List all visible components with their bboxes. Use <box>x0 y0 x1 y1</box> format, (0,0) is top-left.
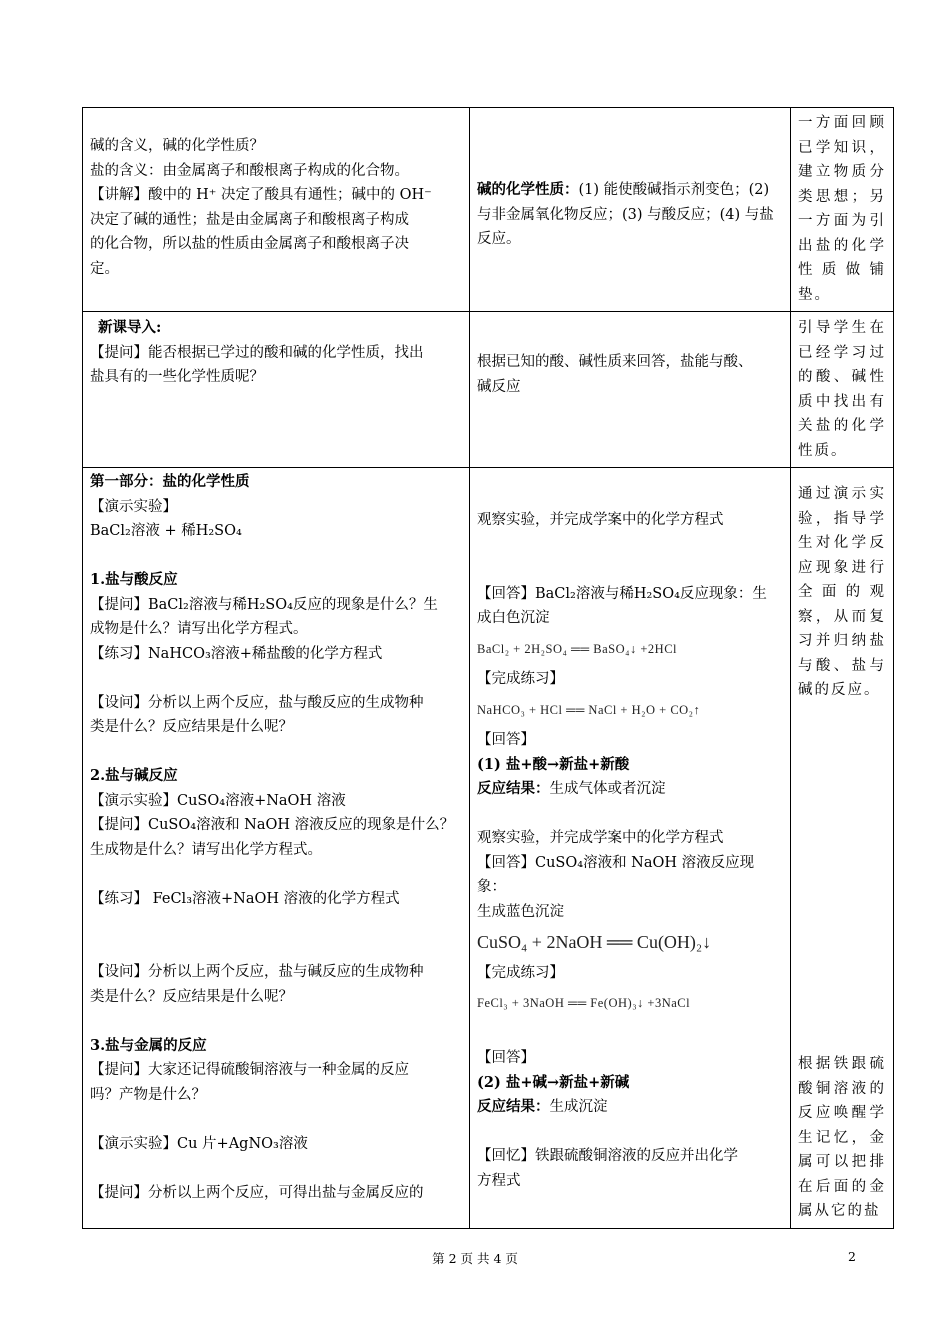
table-row <box>83 312 894 468</box>
rule-text: (1) 盐+酸→新盐+新酸 <box>477 755 630 773</box>
chemical-equation: BaCl₂ + 2H₂SO₄ ══ BaSO₄↓ +2HCl <box>477 641 678 656</box>
text-line: 【讲解】酸中的 H⁺ 决定了酸具有通性；碱中的 OH⁻ <box>90 187 432 203</box>
section-title: 2.盐与碱反应 <box>90 767 178 784</box>
text-line: 类是什么？反应结果是什么呢？ <box>90 988 293 1005</box>
design-intent-cell <box>791 108 894 312</box>
text-line: BaCl₂溶液 + 稀H₂SO₄ <box>90 523 242 539</box>
teacher-activity-cell <box>83 108 470 312</box>
table-row <box>83 468 894 1229</box>
text-content: (1) 能使酸碱指示剂变色；(2) 与非金属氧化物反应；(3) 与酸反应；(4) 与盐反应。 <box>477 182 774 247</box>
rule-text: (2) 盐+碱→新盐+新碱 <box>477 1073 630 1091</box>
table-row <box>83 108 894 312</box>
teacher-activity-cell <box>83 312 470 468</box>
student-activity-cell <box>470 468 791 1229</box>
text-line: 【演示实验】 <box>90 498 177 515</box>
text-line: 碱的含义，碱的化学性质？ <box>90 138 264 154</box>
text-line: 根据已知的酸、碱性质来回答，盐能与酸、 <box>477 354 753 370</box>
text-line: 【提问】大家还记得硫酸铜溶液与一种金属的反应 <box>90 1062 409 1078</box>
design-intent-text: 引导学生在已经学习过的酸、碱性质中找出有关盐的化学性质。 <box>798 320 886 459</box>
chemical-equation: NaHCO₃ + HCl ══ NaCl + H₂O + CO₂↑ <box>477 702 701 717</box>
text-line: 【完成练习】 <box>477 964 564 981</box>
design-intent-text: 通过演示实验，指导学生对化学反应现象进行全面的观察，从而复习并归纳盐与酸、盐与碱的反应。 <box>798 486 886 698</box>
teacher-activity-cell <box>83 468 470 1229</box>
result-label: 反应结果： <box>477 780 550 797</box>
text-line: 【回答】CuSO₄溶液和 NaOH 溶液反应现象： <box>477 854 755 895</box>
lesson-plan-table <box>82 107 894 1229</box>
design-intent-text: 一方面回顾已学知识，建立物质分类思想；另一方面为引出盐的化学性质做铺垫。 <box>798 115 886 303</box>
text-line: 成物是什么？请写出化学方程式。 <box>90 621 308 637</box>
text-line: 【提问】能否根据已学过的酸和碱的化学性质，找出 <box>90 344 424 361</box>
section-title: 3.盐与金属的反应 <box>90 1036 207 1054</box>
text-line: 盐的含义：由金属离子和酸根离子构成的化合物。 <box>90 162 409 179</box>
page-number: 第 2 页 共 4 页 <box>432 1251 518 1266</box>
text-line: 【演示实验】Cu 片+AgNO₃溶液 <box>90 1135 308 1152</box>
text-line: 观察实验，并完成学案中的化学方程式 <box>477 512 724 528</box>
section-title: 新课导入: <box>98 319 162 336</box>
text-line: 的化合物，所以盐的性质由金属离子和酸根离子决 <box>90 236 409 252</box>
page-index: 2 <box>848 1249 856 1264</box>
result-line <box>477 1095 783 1120</box>
text-label: 碱的化学性质： <box>477 181 579 198</box>
design-intent-text: 根据铁跟硫酸铜溶液的反应唤醒学生记忆，金属可以把排在后面的金属从它的盐 <box>798 1056 886 1219</box>
text-line: 【回答】 <box>477 732 535 748</box>
text-line: 方程式 <box>477 1172 521 1189</box>
text-line: 类是什么？反应结果是什么呢？ <box>90 719 293 735</box>
text-line: 【提问】BaCl₂溶液与稀H₂SO₄反应的现象是什么？生 <box>90 596 438 613</box>
part-title: 第一部分：盐的化学性质 <box>90 473 250 490</box>
text-line: 【提问】分析以上两个反应，可得出盐与金属反应的 <box>90 1184 424 1201</box>
text-line: 【提问】CuSO₄溶液和 NaOH 溶液反应的现象是什么？ <box>90 817 455 833</box>
text-line: 观察实验，并完成学案中的化学方程式 <box>477 830 724 846</box>
text-line: 生成蓝色沉淀 <box>477 903 564 920</box>
text-line: 【设问】分析以上两个反应，盐与酸反应的生成物种 <box>90 694 424 711</box>
text-line: 盐具有的一些化学性质呢？ <box>90 369 264 385</box>
text-line: 【设问】分析以上两个反应，盐与碱反应的生成物种 <box>90 964 424 980</box>
design-intent-cell <box>791 312 894 468</box>
result-text: 生成气体或者沉淀 <box>549 781 666 797</box>
text-line: 【回答】BaCl₂溶液与稀H₂SO₄反应现象：生 <box>477 585 767 602</box>
text-line: 成白色沉淀 <box>477 610 550 626</box>
text-line: 【完成练习】 <box>477 671 564 687</box>
text-line: 【练习】 FeCl₃溶液+NaOH 溶液的化学方程式 <box>90 890 400 907</box>
chemical-equation: FeCl₃ + 3NaOH ══ Fe(OH)₃↓ +3NaCl <box>477 996 691 1010</box>
result-line <box>477 777 783 802</box>
text-line: 【练习】NaHCO₃溶液+稀盐酸的化学方程式 <box>90 645 383 662</box>
text-line: 【回忆】铁跟硫酸铜溶液的反应并出化学 <box>477 1148 738 1164</box>
text-line: 【演示实验】CuSO₄溶液+NaOH 溶液 <box>90 792 346 809</box>
text-line: 【回答】 <box>477 1050 535 1066</box>
student-activity-cell <box>470 108 791 312</box>
section-title: 1.盐与酸反应 <box>90 571 178 588</box>
text-line: 吗？产物是什么？ <box>90 1086 206 1103</box>
student-activity-cell <box>470 312 791 468</box>
design-intent-cell <box>791 468 894 1229</box>
text-line: 碱反应 <box>477 378 521 395</box>
text-line: 生成物是什么？请写出化学方程式。 <box>90 841 322 858</box>
text-line: 决定了碱的通性；盐是由金属离子和酸根离子构成 <box>90 211 409 228</box>
result-text: 生成沉淀 <box>549 1099 608 1115</box>
result-label: 反应结果： <box>477 1098 550 1115</box>
chemical-equation: CuSO₄ + 2NaOH ══ Cu(OH)₂↓ <box>477 932 712 952</box>
text-line: 定。 <box>90 260 119 277</box>
